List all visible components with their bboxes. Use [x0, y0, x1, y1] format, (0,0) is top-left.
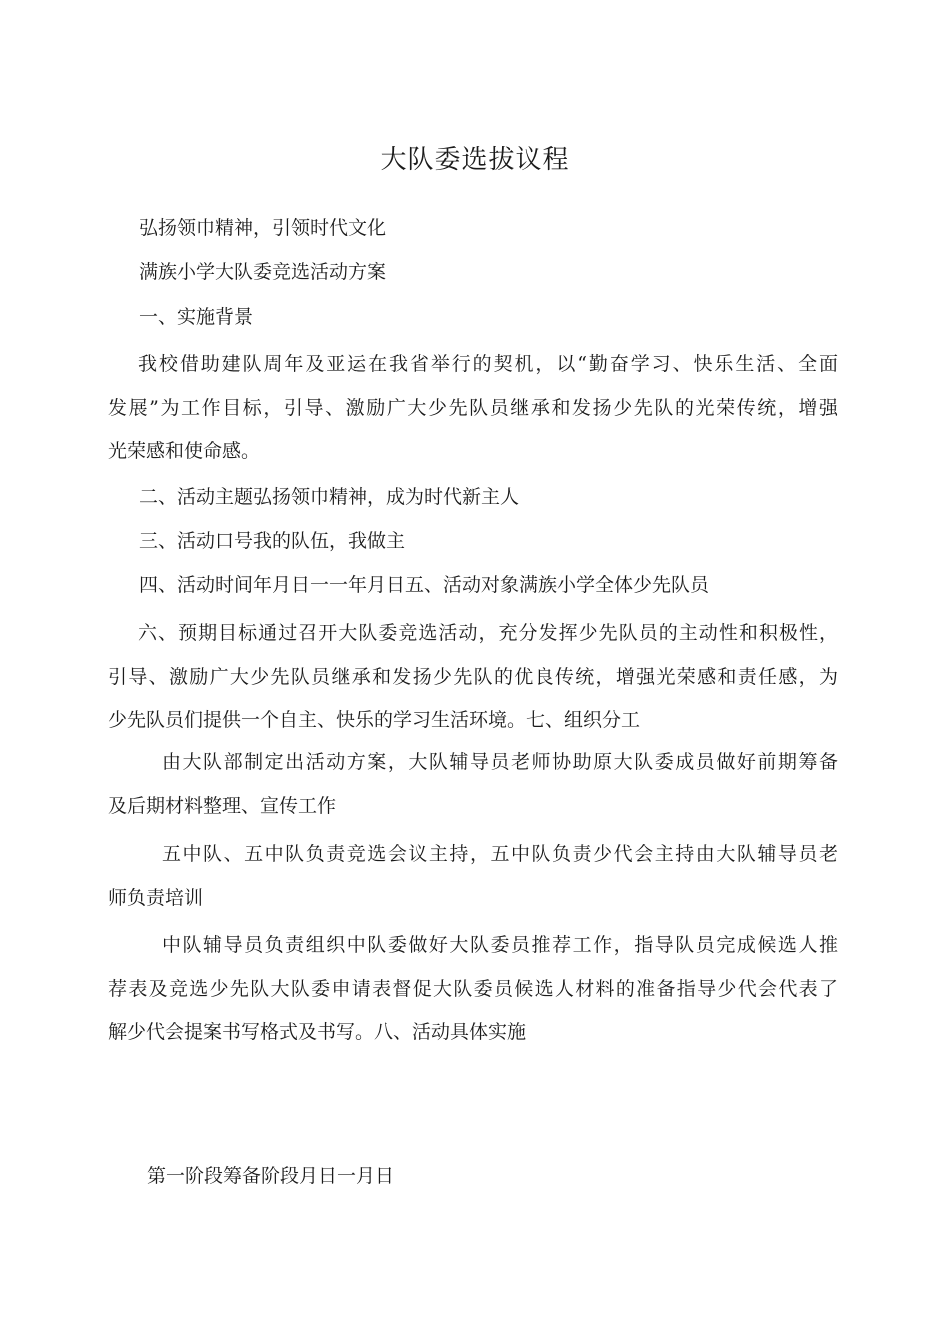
background-line-1: 我校借助建队周年及亚运在我省举行的契机，以“勤奋学习、快乐生活、全面	[138, 353, 838, 375]
goals-paragraph	[108, 612, 838, 743]
background-paragraph	[108, 343, 838, 474]
section-time-target-line: 四、活动时间年月日一一年月日五、活动对象满族小学全体少先队员	[139, 574, 710, 596]
organization-paragraph-3	[108, 924, 838, 1055]
section-theme-line: 二、活动主题弘扬领巾精神，成为时代新主人	[139, 486, 520, 508]
background-line-2: 发展”为工作目标，引导、激励广大少先队员继承和发扬少先队的光荣传统，增强	[108, 396, 838, 419]
goals-line-3: 少先队员们提供一个自主、快乐的学习生活环境。七、组织分工	[108, 709, 641, 731]
slogan-line: 弘扬领巾精神，引领时代文化	[139, 217, 387, 239]
section-heading-background: 一、实施背景	[139, 306, 254, 328]
organization-paragraph-1	[108, 741, 838, 828]
org3-line-1: 中队辅导员负责组织中队委做好大队委员推荐工作，指导队员完成候选人推	[162, 934, 838, 956]
plan-title-line: 满族小学大队委竞选活动方案	[139, 261, 387, 283]
org2-line-1: 五中队、五中队负责竞选会议主持，五中队负责少代会主持由大队辅导员老	[162, 843, 838, 865]
stage-one-line: 第一阶段筹备阶段月日一月日	[147, 1165, 395, 1187]
goals-line-2: 引导、激励广大少先队员继承和发扬少先队的优良传统，增强光荣感和责任感，为	[108, 665, 838, 688]
org2-line-2: 师负责培训	[108, 886, 204, 909]
organization-paragraph-2	[108, 833, 838, 920]
org1-line-2: 及后期材料整理、宣传工作	[108, 794, 337, 817]
goals-line-1: 六、预期目标通过召开大队委竞选活动，充分发挥少先队员的主动性和积极性，	[138, 622, 838, 644]
org3-line-3: 解少代会提案书写格式及书写。八、活动具体实施	[108, 1021, 527, 1043]
background-line-3: 光荣感和使命感。	[108, 440, 261, 462]
section-slogan-line: 三、活动口号我的队伍，我做主	[139, 530, 406, 552]
org3-line-2: 荐表及竞选少先队大队委申请表督促大队委员候选人材料的准备指导少代会代表了	[108, 977, 838, 1000]
org1-line-1: 由大队部制定出活动方案，大队辅导员老师协助原大队委成员做好前期筹备	[162, 751, 838, 773]
document-title: 大队委选拔议程	[380, 145, 570, 175]
